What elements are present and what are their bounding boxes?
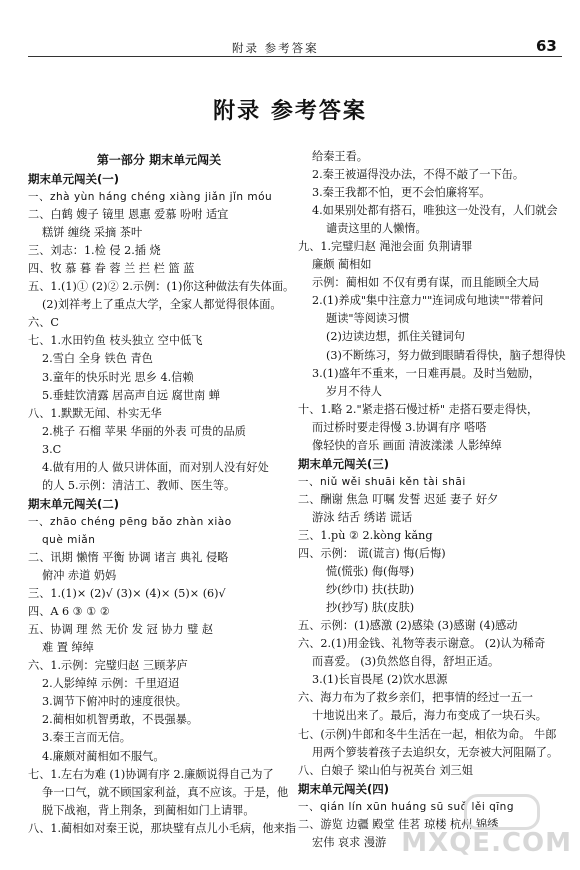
answer-line: 十地说出来了。最后，海力布变成了一块石头。 bbox=[312, 709, 547, 723]
answer-line: 六、2.(1)用金钱、礼物等表示谢意。 (2)认为稀奇 bbox=[298, 637, 546, 651]
answer-line: 廉颇 蔺相如 bbox=[312, 258, 372, 272]
answer-line: 纱(纱巾) 扶(扶助) bbox=[326, 583, 415, 597]
answer-line: 十、1.略 2."紧走搭石慢过桥" 走搭石要走得快， bbox=[298, 402, 539, 416]
section-heading: 期末单元闯关(三) bbox=[298, 456, 390, 471]
answer-line: 3.调节下俯冲时的速度很快。 bbox=[42, 695, 187, 709]
page-title: 附录 参考答案 bbox=[213, 98, 367, 124]
answer-line: 八、白娘子 梁山伯与祝英台 刘三姐 bbox=[298, 763, 473, 777]
answer-line: 六、海力布为了救乡亲们，把事情的经过一五一 bbox=[298, 691, 533, 705]
answer-line: què miǎn bbox=[42, 533, 96, 546]
answer-line: 一、zhāo chéng pēng bǎo zhàn xiào bbox=[28, 515, 232, 528]
answer-line: (3)不断练习，努力做到眼睛看得快，脑子想得快 bbox=[326, 348, 566, 362]
answer-line: 而过桥时要走得慢 3.协调有序 嗒嗒 bbox=[312, 420, 487, 434]
section-heading: 期末单元闯关(二) bbox=[28, 496, 120, 511]
answer-line: 3.秦王我都不怕，更不会怕廉将军。 bbox=[312, 186, 491, 200]
answer-line: 3.童年的快乐时光 思乡 4.信赖 bbox=[42, 370, 194, 384]
answer-line: 2.桃子 石榴 苹果 华丽的外表 可贵的品质 bbox=[42, 424, 246, 438]
answer-line: 给秦王看。 bbox=[312, 150, 368, 163]
answer-line: 2.(1)养成"集中注意力""连词成句地读""带着问 bbox=[312, 294, 544, 308]
answer-line: 3.C bbox=[42, 442, 62, 456]
answer-line: 4.如果别处都有搭石，唯独这一处没有，人们就会 bbox=[312, 204, 558, 218]
answer-line: 二、游览 边疆 殿堂 佳茗 琼楼 杭州 锦绣 bbox=[298, 817, 499, 831]
answer-line: 争一口气，就不顾国家利益，真不应该。于是，他 bbox=[42, 785, 289, 799]
answer-line: 4.廉颇对蔺相如不服气。 bbox=[42, 749, 165, 763]
part-heading: 第一部分 期末单元闯关 bbox=[96, 153, 222, 167]
answer-line: 七、1.水田钓鱼 枝头独立 空中低飞 bbox=[28, 334, 203, 348]
page-header bbox=[0, 0, 580, 60]
answer-line: 俯冲 赤道 奶妈 bbox=[42, 569, 117, 583]
answer-line: 三、刘志：1.检 侵 2.插 烧 bbox=[28, 244, 161, 258]
answer-line: 5.垂蛙饮清露 居高声自远 腐世南 蝉 bbox=[42, 388, 220, 402]
answer-line: 4.做有用的人 做只讲体面，而对别人没有好处 bbox=[42, 460, 269, 474]
answer-line: 像轻快的音乐 画面 清波漾漾 人影绰绰 bbox=[312, 438, 502, 452]
answer-line: (2)边读边想，抓住关键词句 bbox=[326, 330, 465, 344]
answer-line: (2)刘祥考上了重点大学，全家人都觉得很体面。 bbox=[42, 298, 282, 312]
page-number: 63 bbox=[536, 37, 557, 55]
answer-line: 慌(慌张) 侮(侮辱) bbox=[326, 565, 415, 579]
answer-line: 难 置 绰绰 bbox=[42, 641, 94, 655]
answer-line: 宏伟 哀求 漫游 bbox=[312, 835, 387, 849]
answer-line: 四、牧 慕 暮 眷 蓉 兰 拦 栏 篮 蓝 bbox=[28, 262, 195, 276]
answer-line: 谴责这里的人懒惰。 bbox=[326, 222, 427, 236]
answer-line: 七、(示例)牛郎和冬牛生活在一起，相依为命。 牛郎 bbox=[298, 727, 557, 741]
answer-line: 一、niǔ wěi shuāi kěn tài shāi bbox=[298, 475, 466, 488]
answer-line: 3.秦王言而无信。 bbox=[42, 731, 131, 745]
answer-line: 示例：蔺相如 不仅有勇有谋，而且能顾全大局 bbox=[312, 276, 540, 290]
answer-line: 九、1.完璧归赵 渑池会面 负荆请罪 bbox=[298, 240, 473, 254]
answer-line: 2.人影绰绰 示例：千里迢迢 bbox=[42, 677, 180, 691]
header-rule bbox=[28, 56, 562, 57]
header-title: 附录 参考答案 bbox=[232, 41, 319, 55]
left-column bbox=[28, 150, 296, 850]
answer-line: 二、白鹤 嫂子 镜里 恩惠 爱慕 吩咐 适宜 bbox=[28, 208, 229, 222]
answer-line: 七、1.左右为难 (1)协调有序 2.廉颇说得自己为了 bbox=[28, 767, 274, 781]
answer-line: 六、C bbox=[28, 316, 59, 330]
answer-line: 2.秦王被逼得没办法，不得不敲了一下缶。 bbox=[312, 168, 525, 182]
answer-line: 糕饼 缠绕 采摘 茶叶 bbox=[42, 226, 143, 240]
answer-line: 一、zhà yùn háng chéng xiàng jiǎn jǐn móu bbox=[28, 191, 273, 204]
answer-line: 二、讯期 懒惰 平衡 协调 诸言 典礼 侵略 bbox=[28, 550, 229, 564]
right-column bbox=[298, 148, 566, 848]
answer-line: 而喜爱。 (3)负然悠自得，舒坦正适。 bbox=[312, 655, 500, 669]
watermark-logo bbox=[464, 794, 540, 830]
answer-line: 八、1.默默无闻、朴实无华 bbox=[28, 406, 162, 420]
answer-line: 四、示例： 谎(谎言) 悔(后悔) bbox=[298, 547, 446, 561]
answer-line: 三、1.pù ② 2.kòng kǎng bbox=[298, 528, 433, 542]
answer-line: 抄(抄写) 肤(皮肤) bbox=[326, 601, 415, 615]
answer-line: 五、协调 理 然 无价 发 冠 协力 璧 赵 bbox=[28, 623, 214, 637]
answer-line: 四、A 6 ③ ① ② bbox=[28, 605, 110, 619]
answer-line: 游泳 结舌 绣诺 谎话 bbox=[312, 510, 413, 524]
answer-line: 2.蔺相如机智勇敢，不畏强暴。 bbox=[42, 713, 199, 727]
answer-line: 3.(1)盛年不重来，一日难再晨。及时当勉励， bbox=[312, 366, 540, 380]
section-heading: 期末单元闯关(四) bbox=[298, 781, 390, 796]
answer-line: 二、酬谢 焦急 叮嘱 发誓 迟延 妻子 好夕 bbox=[298, 492, 499, 506]
answer-line: 三、1.(1)× (2)√ (3)× (4)× (5)× (6)√ bbox=[28, 587, 226, 601]
answer-line: 岁月不待人 bbox=[326, 384, 382, 398]
answer-line: 的人 5.示例：清洁工、教师、医生等。 bbox=[42, 478, 236, 492]
section-heading: 期末单元闯关(一) bbox=[28, 172, 120, 186]
answer-line: 五、示例：(1)感激 (2)感染 (3)感谢 (4)感动 bbox=[298, 619, 518, 633]
answer-line: 六、1.示例：完璧归赵 三顾茅庐 bbox=[28, 659, 188, 673]
answer-line: 一、qián lín xūn huáng sū suǒ lěi qīng bbox=[298, 800, 514, 813]
answer-line: 3.(1)长盲畏尾 (2)饮水思源 bbox=[312, 673, 448, 687]
answer-line: 用两个箩装着孩子去追织女，无奈被大河阻隔了。 bbox=[312, 745, 559, 759]
answer-line: 题读"等阅读习惯 bbox=[326, 312, 410, 326]
answer-line: 八、1.蔺相如对秦王说，那块璧有点儿小毛病，他来指 bbox=[28, 821, 296, 835]
answer-line: 脱下战袍，背上荆条，到蔺相如门上请罪。 bbox=[42, 803, 255, 817]
answer-line: 2.雪白 全身 铁色 青色 bbox=[42, 352, 153, 366]
answer-line: 五、1.(1)① (2)② 2.示例：(1)你这种做法有失体面。 bbox=[28, 280, 295, 294]
watermark: MXQE.COM bbox=[401, 828, 572, 858]
